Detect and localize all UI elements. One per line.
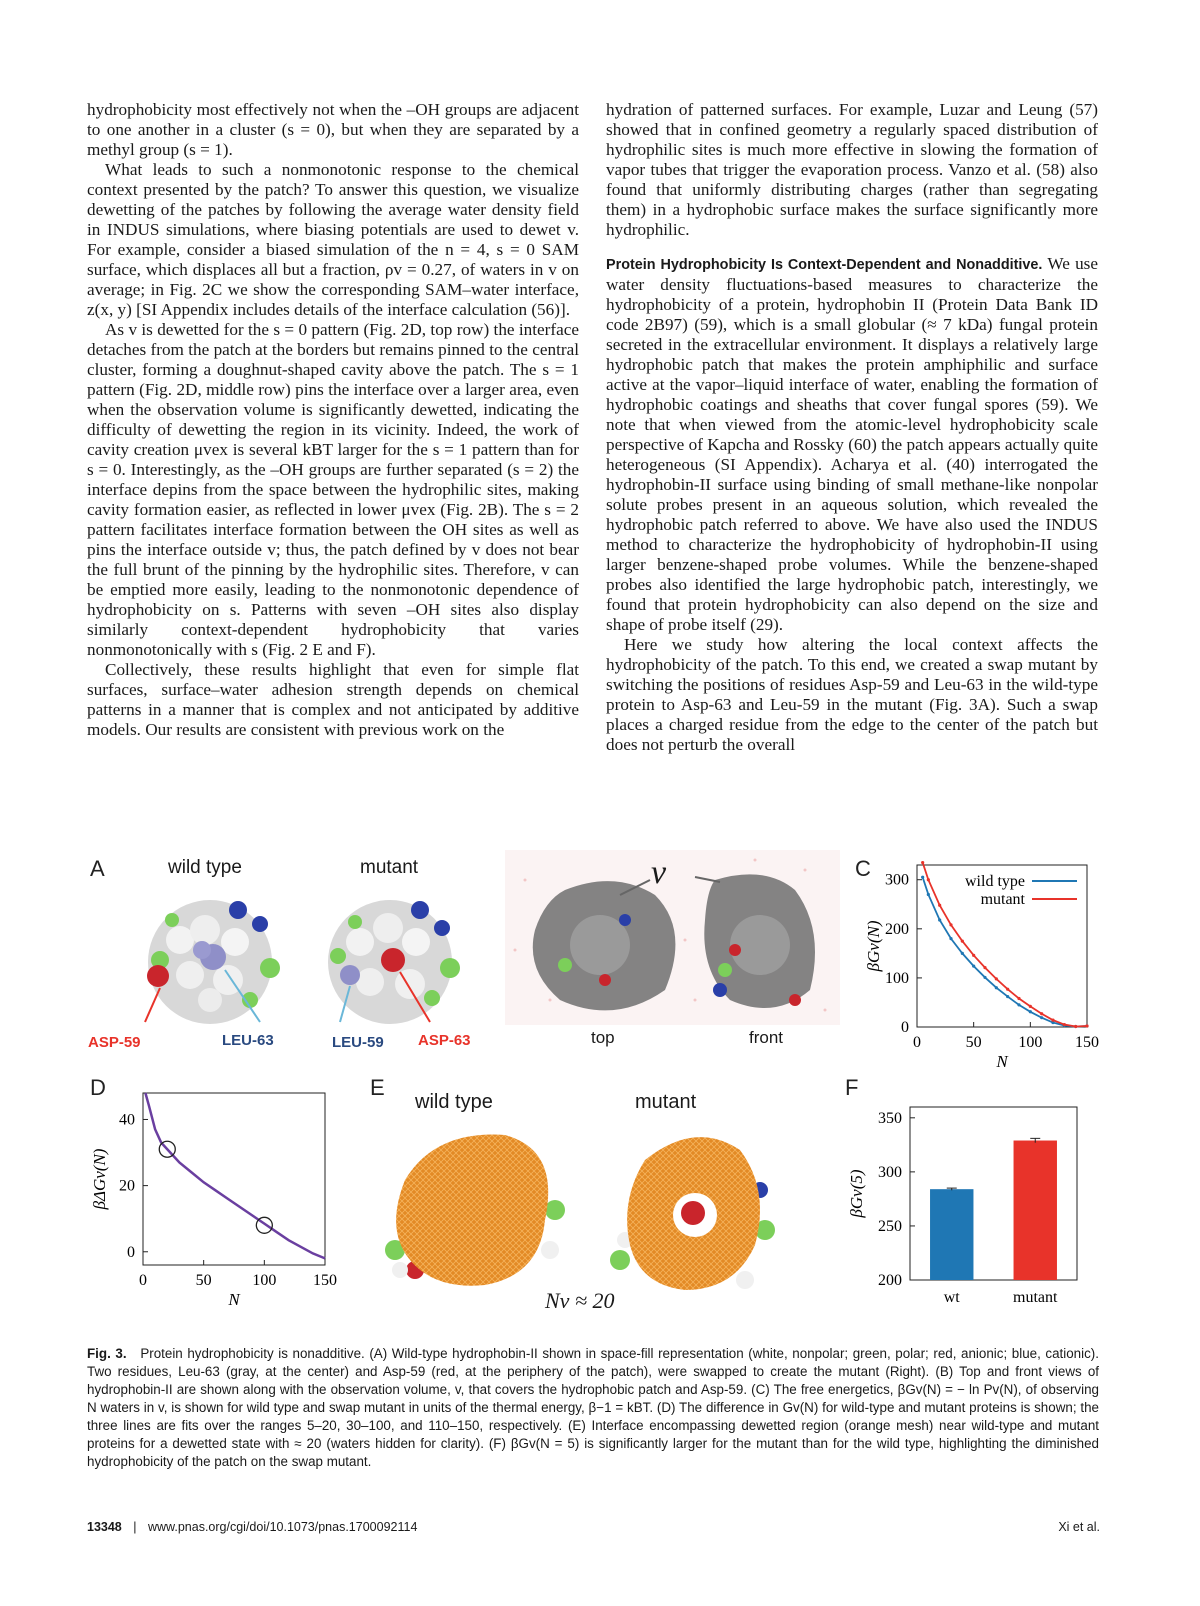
footer-left <box>87 1520 417 1534</box>
y-tick-label: 350 <box>878 1109 902 1127</box>
paragraph: Here we study how altering the local context affects the hydrophobicity of the patch. To this end, we created a swap mutant by switching the positions of residues Asp-59 and Leu-63 in the wild-type protein to Asp-63 and Leu-59 in the mutant (Fig. 3A). Such a swap places a charged residue from the edge to the center of the patch but does not perturb the overall <box>606 635 1098 754</box>
panel-a-proteins <box>110 880 490 1030</box>
data-point <box>1040 1016 1043 1019</box>
asp63-label: ASP-63 <box>418 1032 471 1049</box>
legend-label: mutant <box>980 891 1025 908</box>
data-point <box>938 918 941 921</box>
paragraph: hydration of patterned surfaces. For example, Luzar and Leung (57) showed that in confined geometry a regularly spaced distribution of hydrophilic sites is much more effective in slowing the formation of vapor tubes that trigger the evaporation process. Vanzo et al. (58) also found that uniformly distributing charges (rather than segregating them) in a hydrophobic surface makes the surface significantly more hydrophilic. <box>606 100 1098 239</box>
paragraph: As v is dewetted for the s = 0 pattern (Fig. 2D, top row) the interface detaches from the patch at the borders but remains pinned to the central cluster, forming a doughnut-shaped cavity above the patch. The s = 1 pattern (Fig. 2D, middle row) pins the interface over a larger area, even when the observation volume is significantly dewetted, indicating the difficulty of dewetting the region in its vicinity. Indeed, the work of cavity creation μvex is several kBT larger for the s = 1 pattern than for s = 0. Interestingly, as the –OH groups are further separated (s = 2) the interface depins from the space between the hydrophilic sites, making cavity formation easier, as reflected in lower μvex (Fig. 2B). The s = 2 pattern facilitates interface formation between the OH sites as well as pins the interface outside v; thus, the patch defined by v does not bear the full brunt of the pinning by the hydrophilic sites. Therefore, v can be emptied more easily, leading to the nonmonotonic dependence of hydrophobicity on s. Patterns with seven –OH sites also display similarly context-dependent hydrophobicity that varies nonmonotonically with s (Fig. 2 E and F). <box>87 320 579 659</box>
y-axis-label: βΔGv(N) <box>90 1148 109 1210</box>
data-point <box>921 861 924 864</box>
top-view-label: top <box>591 1028 615 1047</box>
x-axis-label: N <box>228 1290 240 1309</box>
wild-type-protein-image <box>147 900 280 1024</box>
data-point <box>995 977 998 980</box>
y-tick-label: 0 <box>127 1243 135 1261</box>
page-number: 13348 <box>87 1520 122 1534</box>
data-point <box>938 904 941 907</box>
panel-c-free-energy-chart <box>855 855 1100 1080</box>
panel-letter-a: A <box>90 856 105 881</box>
panel-letter-f: F <box>845 1075 859 1100</box>
data-point <box>972 965 975 968</box>
x-tick-label: 100 <box>252 1272 277 1289</box>
x-axis-label: N <box>996 1052 1008 1071</box>
panel-a-mutant-label: mutant <box>360 857 419 878</box>
legend-label: wild type <box>965 873 1025 890</box>
bar-mutant <box>1014 1141 1057 1280</box>
x-tick-label: 50 <box>195 1272 212 1289</box>
paragraph <box>606 254 1098 635</box>
y-tick-label: 300 <box>878 1163 902 1181</box>
x-tick-label: 0 <box>139 1272 147 1289</box>
y-tick-label: 0 <box>901 1019 909 1036</box>
data-point <box>972 954 975 957</box>
data-point <box>1017 1003 1020 1006</box>
data-point <box>983 966 986 969</box>
footer-separator: | <box>133 1520 137 1534</box>
panel-letter-e: E <box>370 1075 385 1100</box>
panel-e-interface-mesh <box>375 1120 815 1295</box>
data-point <box>1040 1012 1043 1015</box>
front-view-label: front <box>749 1028 784 1047</box>
y-axis-label: βGv(5) <box>847 1169 866 1218</box>
data-point <box>1017 997 1020 1000</box>
x-tick-label: 0 <box>913 1034 921 1051</box>
category-label: wt <box>943 1289 960 1306</box>
panel-b-observation-volume <box>505 850 840 1025</box>
leu63-label: LEU-63 <box>222 1032 274 1049</box>
caption-text: Protein hydrophobicity is nonadditive. (A) Wild-type hydrophobin-II shown in space-fill representation (white, nonpolar; green, polar; red, anionic; blue, cationic). Two residues, Leu-63 (gray, at the center) and Asp-59 (red, at the periphery of the patch), were swapped to create the mutant (Right). (B) Top and front views of hydrophobin-II are shown along with the observation volume, v, that covers the hydrophobic patch and Asp-59. (C) The free energetics, βGv(N) = − ln Pv(N), of observing N waters in v, is shown for wild type and swap mutant in units of the thermal energy, β−1 = kBT. (D) The difference in Gv(N) for wild-type and mutant proteins is shown; the three lines are fits over the ranges 5–20, 30–100, and 110–150, respectively. (E) Interface encompassing dewetted region (orange mesh) near wild-type and mutant proteins for a dewetted state with ≈ 20 (waters hidden for clarity). (F) βGv(N = 5) is significantly larger for the mutant than for the wild type, highlighting the diminished hydrophobicity of the patch on the swap mutant. <box>87 1346 1099 1469</box>
panel-e-mutant-label: mutant <box>635 1091 697 1113</box>
data-point <box>961 952 964 955</box>
data-point <box>961 939 964 942</box>
asp59-arrow <box>145 988 160 1022</box>
y-tick-label: 200 <box>878 1272 902 1289</box>
y-tick-label: 200 <box>885 920 909 938</box>
series-line-0 <box>145 1093 325 1258</box>
data-point <box>927 878 930 881</box>
x-tick-label: 50 <box>965 1034 982 1051</box>
footer-authors: Xi et al. <box>1058 1520 1100 1534</box>
y-tick-label: 100 <box>885 969 909 987</box>
data-point <box>1006 988 1009 991</box>
panel-f-bar-chart <box>845 1095 1100 1320</box>
data-point <box>1006 995 1009 998</box>
figure-caption <box>87 1345 1099 1471</box>
data-point <box>1063 1023 1066 1026</box>
data-point <box>1029 1005 1032 1008</box>
plot-frame <box>143 1093 325 1265</box>
data-point <box>949 923 952 926</box>
nv-label: Nv ≈ 20 <box>545 1288 615 1313</box>
data-point <box>921 876 924 879</box>
panel-letter-d: D <box>90 1075 106 1100</box>
panel-d-difference-chart <box>85 1085 350 1320</box>
section-heading: Protein Hydrophobicity Is Context-Dependent and Nonadditive. <box>606 257 1043 273</box>
paragraph: What leads to such a nonmonotonic response to the chemical context presented by the patch? To answer this question, we visualize dewetting of the patches by following the average water density field in INDUS simulations, where biasing potentials are used to dewet v. For example, consider a biased simulation of the n = 4, s = 0 SAM surface, which displaces all but a fraction, ρv = 0.27, of waters in v on average; in Fig. 2C we show the corresponding SAM–water interface, z(x, y) [SI Appendix includes details of the interface calculation (56)]. <box>87 160 579 319</box>
x-tick-label: 150 <box>313 1272 337 1289</box>
paragraph: Collectively, these results highlight that even for simple flat surfaces, surface–water adhesion strength depends on chemical patterns in a manner that is complex and not anticipated by additive models. Our results are consistent with previous work on the <box>87 660 579 739</box>
category-label: mutant <box>1013 1289 1058 1306</box>
data-point <box>927 893 930 896</box>
caption-label: Fig. 3. <box>87 1346 127 1361</box>
leu59-label: LEU-59 <box>332 1034 384 1051</box>
doi-link[interactable]: www.pnas.org/cgi/doi/10.1073/pnas.1700092114 <box>147 1520 418 1534</box>
y-tick-label: 300 <box>885 871 909 889</box>
data-point <box>1051 1019 1054 1022</box>
y-tick-label: 20 <box>119 1177 135 1195</box>
data-point <box>1029 1010 1032 1013</box>
data-point <box>949 937 952 940</box>
data-point <box>1085 1024 1088 1027</box>
x-tick-label: 100 <box>1018 1034 1043 1051</box>
data-point <box>1074 1025 1077 1028</box>
paragraph-text: We use water density fluctuations-based measures to characterize the hydrophobicity of a protein, hydrophobin II (Protein Data Bank ID code 2B97) (59), which is a small globular (≈ 7 kDa) fungal protein secreted in the extracellular environment. It displays a relatively large hydrophobic patch that makes the protein amphiphilic and surface active at the vapor–liquid interface of water, enabling the formation of hydrophobic coatings and sheaths that cover fungal spores (59). We note that when viewed from the atomic-level hydrophobicity scale perspective of Kapcha and Rossky (60) the patch appears actually quite heterogeneous (SI Appendix). Acharya et al. (40) interrogated the hydrophobin-II surface using binding of small methane-like nonpolar solute probes present in an aqueous solution, which revealed the hydrophobic patch referred to above. We have also used the INDUS method to characterize the hydrophobicity of hydrophobin-II using larger benzene-shaped probe volumes. While the benzene-shaped probes also identified the large hydrophobic patch, interestingly, we found that protein hydrophobicity can also depend on the size and shape of probe itself (29). <box>606 254 1098 634</box>
paragraph: hydrophobicity most effectively not when the –OH groups are adjacent to one another in a cluster (s = 0), but when they are separated by a methyl group (s = 1). <box>87 100 579 159</box>
bar-wt <box>930 1189 973 1280</box>
mutant-protein-image <box>328 900 460 1024</box>
panel-a-wild-label: wild type <box>168 857 242 878</box>
panel-letter-c: C <box>855 856 871 881</box>
data-point <box>983 976 986 979</box>
observation-volume-label: v <box>651 854 667 891</box>
data-point <box>995 986 998 989</box>
y-axis-label: βGv(N) <box>864 920 883 972</box>
fit-boundary-marker <box>256 1217 272 1233</box>
asp59-label: ASP-59 <box>88 1034 141 1051</box>
left-column <box>87 100 579 740</box>
panel-e-wild-label: wild type <box>415 1091 493 1113</box>
right-column <box>606 100 1098 755</box>
y-tick-label: 40 <box>119 1111 135 1129</box>
y-tick-label: 250 <box>878 1217 902 1235</box>
x-tick-label: 150 <box>1075 1034 1099 1051</box>
